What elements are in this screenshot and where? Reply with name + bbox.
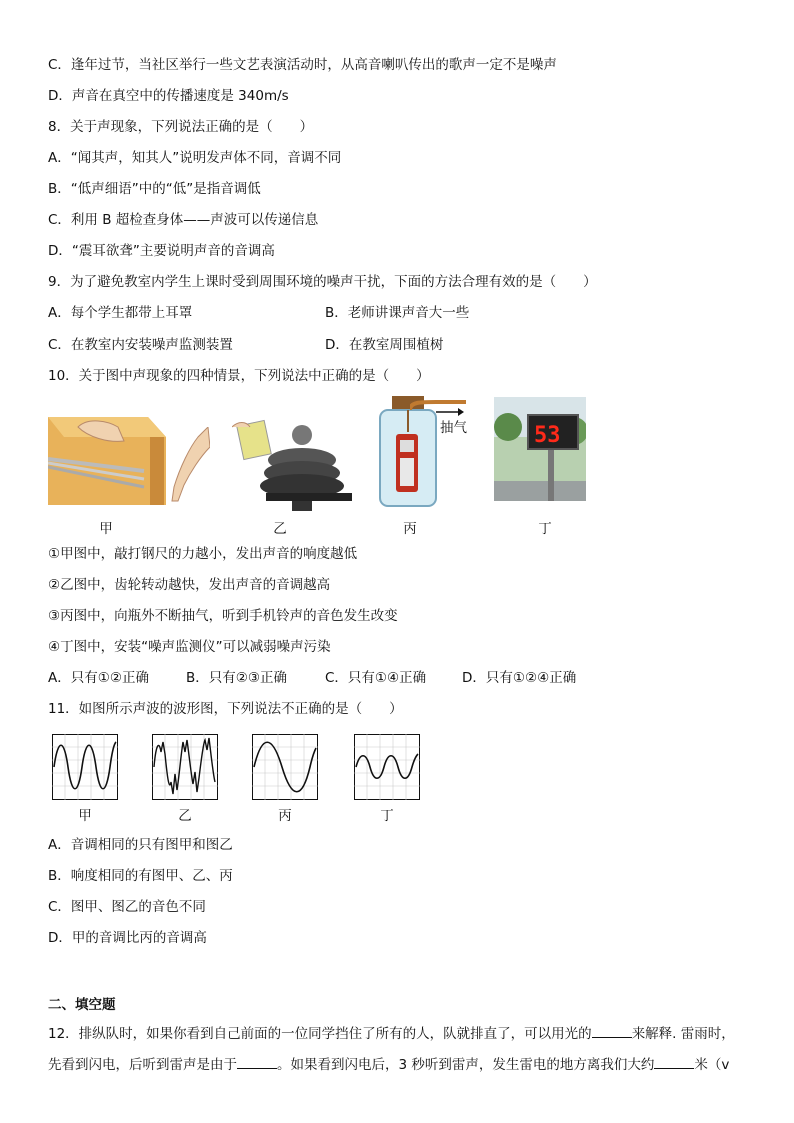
figure-10-caption-ding: 丁 bbox=[538, 521, 552, 537]
answer-blank-3[interactable] bbox=[654, 1054, 694, 1069]
question-9-option-b: B．老师讲课声音大一些 bbox=[325, 305, 470, 321]
waveform-caption-jia: 甲 bbox=[78, 808, 92, 824]
option-d-prev: D．声音在真空中的传播速度是 340m/s bbox=[48, 88, 289, 104]
waveform-ding bbox=[354, 734, 420, 800]
question-10-option-d: D．只有①②④正确 bbox=[462, 670, 577, 686]
question-8-option-b: B．“低声细语”中的“低”是指音调低 bbox=[48, 181, 261, 197]
answer-blank-1[interactable] bbox=[592, 1023, 632, 1038]
question-12-text-2c: 米（v bbox=[694, 1057, 730, 1073]
question-8-option-c: C．利用 B 超检查身体——声波可以传递信息 bbox=[48, 212, 319, 228]
question-9-option-d: D．在教室周围植树 bbox=[325, 337, 444, 353]
question-8-option-a: A．“闻其声，知其人”说明发声体不同，音调不同 bbox=[48, 150, 342, 166]
question-11-option-c: C．图甲、图乙的音色不同 bbox=[48, 899, 206, 915]
waveform-bing bbox=[252, 734, 318, 800]
question-10-option-a: A．只有①②正确 bbox=[48, 670, 149, 686]
figure-10-jia-finger bbox=[168, 427, 210, 505]
waveform-caption-yi: 乙 bbox=[178, 808, 192, 824]
figure-10-pump-label: 抽气 bbox=[440, 420, 467, 436]
waveform-caption-ding: 丁 bbox=[380, 808, 394, 824]
question-10-stem: 10．关于图中声现象的四种情景，下列说法中正确的是（ ） bbox=[48, 368, 430, 384]
question-11-option-b: B．响度相同的有图甲、乙、丙 bbox=[48, 868, 233, 884]
question-9-option-c: C．在教室内安装噪声监测装置 bbox=[48, 337, 233, 353]
answer-blank-2[interactable] bbox=[237, 1054, 277, 1069]
arrow-right-icon bbox=[436, 406, 464, 418]
question-10-statement-4: ④丁图中，安装“噪声监测仪”可以减弱噪声污染 bbox=[48, 639, 331, 655]
question-12-line-1 bbox=[48, 1023, 735, 1044]
question-12-text-2a: 先看到闪电，后听到雷声是由于 bbox=[48, 1057, 237, 1073]
waveform-jia bbox=[52, 734, 118, 800]
question-10-statement-1: ①甲图中，敲打钢尺的力越小，发出声音的响度越低 bbox=[48, 546, 358, 562]
waveform-yi bbox=[152, 734, 218, 800]
question-10-statement-2: ②乙图中，齿轮转动越快，发出声音的音调越高 bbox=[48, 577, 331, 593]
question-8-option-d: D．“震耳欲聋”主要说明声音的音调高 bbox=[48, 243, 275, 259]
question-12-text-2b: 。如果看到闪电后，3 秒听到雷声，发生雷电的地方离我们大约 bbox=[277, 1057, 655, 1073]
figure-10-yi-gear bbox=[232, 405, 352, 513]
figure-10-ding-noise-meter bbox=[494, 397, 586, 501]
question-12-line-2 bbox=[48, 1054, 729, 1075]
question-12-text-1a: 12．排纵队时，如果你看到自己前面的一位同学挡住了所有的人，队就排直了，可以用光的 bbox=[48, 1026, 592, 1042]
question-10-option-b: B．只有②③正确 bbox=[186, 670, 287, 686]
figure-10-caption-yi: 乙 bbox=[273, 521, 287, 537]
question-8-stem: 8．关于声现象，下列说法正确的是（ ） bbox=[48, 119, 314, 135]
question-10-statement-3: ③丙图中，向瓶外不断抽气，听到手机铃声的音色发生改变 bbox=[48, 608, 398, 624]
question-9-option-a: A．每个学生都带上耳罩 bbox=[48, 305, 193, 321]
option-c-prev: C．逢年过节，当社区举行一些文艺表演活动时，从高音喇叭传出的歌声一定不是噪声 bbox=[48, 57, 557, 73]
figure-10-caption-bing: 丙 bbox=[403, 521, 417, 537]
section-heading-fill-in: 二、填空题 bbox=[48, 997, 116, 1013]
question-9-stem: 9．为了避免教室内学生上课时受到周围环境的噪声干扰，下面的方法合理有效的是（ ） bbox=[48, 274, 597, 290]
question-11-option-d: D．甲的音调比丙的音调高 bbox=[48, 930, 207, 946]
waveform-caption-bing: 丙 bbox=[278, 808, 292, 824]
question-11-stem: 11．如图所示声波的波形图，下列说法不正确的是（ ） bbox=[48, 701, 403, 717]
question-11-option-a: A．音调相同的只有图甲和图乙 bbox=[48, 837, 233, 853]
question-12-text-1b: 来解释. 雷雨时， bbox=[631, 1026, 735, 1042]
figure-10-caption-jia: 甲 bbox=[99, 521, 113, 537]
question-10-option-c: C．只有①④正确 bbox=[325, 670, 427, 686]
figure-10-jia-steel-ruler bbox=[48, 397, 166, 505]
figure-10-meter-reading: 53 bbox=[534, 423, 561, 448]
